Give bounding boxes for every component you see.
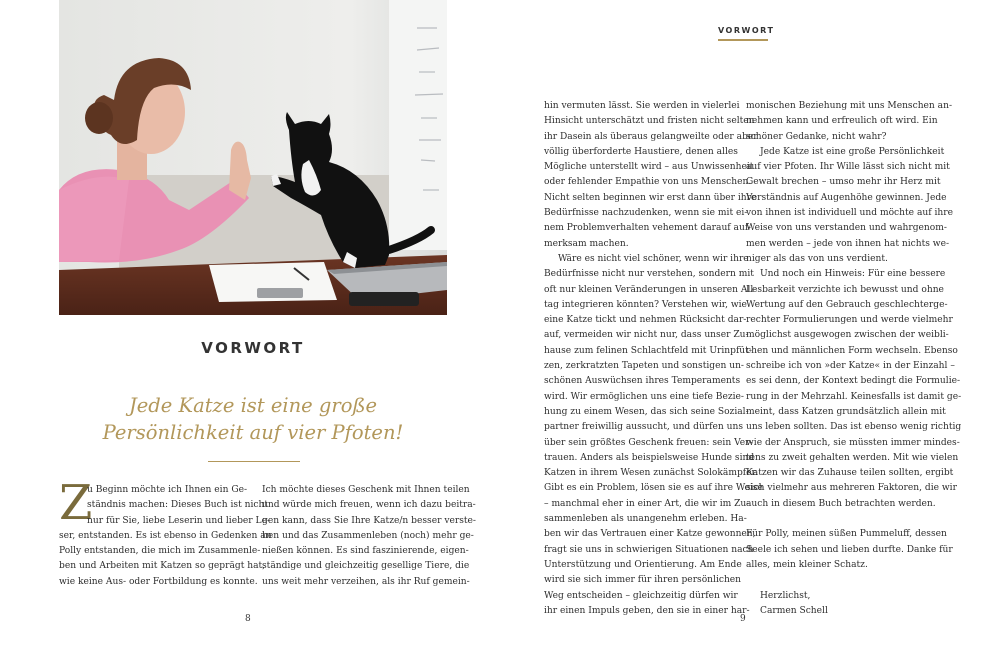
dedication-line: Seele ich sehen und lieben durfte. Danke für <box>746 544 953 555</box>
text-line: Mögliche unterstellt wird – aus Unwissenheit <box>544 162 754 173</box>
text-line: Nicht selten beginnen wir erst dann über ihre <box>544 192 757 203</box>
text-line: merksam machen. <box>544 238 629 249</box>
right-column-1 <box>544 99 763 619</box>
right-column-2 <box>746 99 962 619</box>
text-line: schreibe ich von »der Katze« in der Einzahl – <box>746 361 955 372</box>
spacer <box>746 573 936 588</box>
drop-cap: Z <box>59 475 93 531</box>
text-line: wie keine Aus- oder Fortbildung es konnte. <box>59 576 258 587</box>
text-line: tag integrieren könnten? Verstehen wir, wie <box>544 299 747 310</box>
text-line: tens zu zweit gehalten werden. Mit wie vielen <box>746 452 959 463</box>
text-line: Weg entscheiden – gleichzeitig dürfen wir <box>544 590 738 601</box>
text-line: monischen Beziehung mit uns Menschen an- <box>746 101 953 111</box>
text-line: sich vielmehr aus mehreren Faktoren, die wir <box>746 483 957 494</box>
text-line: von ihnen ist individuell und möchte auf ihre <box>746 208 953 219</box>
text-line: Gibt es ein Problem, lösen sie es auf ihre Weise <box>544 483 763 494</box>
text-line: möglichst ausgewogen zwischen der weibli- <box>746 330 949 341</box>
text-line: u Beginn möchte ich Ihnen ein Ge- <box>87 485 248 495</box>
spacer <box>746 512 936 527</box>
text-line: Und noch ein Hinweis: Für eine bessere <box>760 269 946 280</box>
text-line: eine Katze tickt und nehmen Rücksicht dar- <box>544 315 747 326</box>
text-line: zen, zerkratzten Tapeten und sonstigen un- <box>544 361 744 372</box>
text-line: nur für Sie, liebe Leserin und lieber Le- <box>87 515 271 526</box>
text-line: Polly entstanden, die mich im Zusammenle- <box>59 546 261 557</box>
text-line: und würde mich freuen, wenn ich dazu beitra- <box>262 500 476 511</box>
running-head: VORWORT <box>718 26 775 35</box>
text-line: ben und Arbeiten mit Katzen so geprägt hat, <box>59 561 266 572</box>
text-line: Bedürfnisse nicht nur verstehen, sondern mit <box>544 269 754 280</box>
text-line: schöner Gedanke, nicht wahr? <box>746 131 887 142</box>
left-page <box>0 0 495 648</box>
left-column-2 <box>262 483 476 590</box>
text-line: partner freiwillig aussucht, und dürfen uns <box>544 422 744 433</box>
text-line: Wertung auf den Gebrauch geschlechterge- <box>746 299 948 310</box>
text-line: nießen können. Es sind faszinierende, eigen- <box>262 546 469 557</box>
text-line: hause zum felinen Schlachtfeld mit Urinpfüt- <box>544 345 752 356</box>
text-line: völlig überforderte Haustiere, denen alles <box>544 146 738 157</box>
text-line: Wäre es nicht viel schöner, wenn wir ihre <box>558 253 749 264</box>
text-line: wird. Wir ermöglichen uns eine tiefe Bezie- <box>544 391 745 402</box>
text-line: ständige und gleichzeitig gesellige Tiere, die <box>262 561 470 572</box>
closing: Herzlichst, <box>760 590 811 601</box>
page-number-right: 9 <box>740 614 746 624</box>
text-line: wird sie sich immer für ihren persönlichen <box>544 575 742 586</box>
text-line: Jede Katze ist eine große Persönlichkeit <box>760 146 945 157</box>
text-line: ihr Dasein als überaus gelangweilte oder aber <box>544 131 758 142</box>
pull-quote-line-2: Persönlichkeit auf vier Pfoten! <box>102 421 404 444</box>
text-line: auf vier Pfoten. Ihr Wille lässt sich nicht mit <box>746 162 950 173</box>
text-line: wie der Anspruch, sie müssten immer mindes- <box>746 437 960 448</box>
text-line: niger als das von uns verdient. <box>746 253 888 264</box>
text-line: Bedürfnisse nachzudenken, wenn sie mit ei- <box>544 208 748 219</box>
text-line: rechter Formulierungen und werde vielmehr <box>746 315 953 326</box>
text-line: auch in diesem Buch betrachten werden. <box>746 498 936 509</box>
text-line: oder fehlender Empathie von uns Menschen. <box>544 177 752 188</box>
pull-quote-line-1: Jede Katze ist eine große <box>128 394 378 417</box>
text-line: schönen Auswüchsen ihres Temperaments <box>544 376 741 387</box>
text-line: nehmen kann und erfreulich oft wird. Ein <box>746 116 938 127</box>
text-line: Unterstützung und Orientierung. Am Ende <box>544 559 742 570</box>
text-line: hen und das Zusammenleben (noch) mehr ge- <box>262 530 474 541</box>
text-line: uns weit mehr verzeihen, als ihr Ruf gemein- <box>262 576 470 587</box>
text-line: Katzen in ihrem Wesen zunächst Solokämpfer. <box>544 468 758 479</box>
text-line: men werden – jede von ihnen hat nichts we- <box>746 238 950 249</box>
text-line: Ich möchte dieses Geschenk mit Ihnen teilen <box>262 485 470 495</box>
text-line: sammenleben als unangenehm erleben. Ha- <box>544 514 747 525</box>
text-line: ständnis machen: Dieses Buch ist nicht <box>87 500 268 511</box>
left-column-1 <box>59 483 272 590</box>
text-line: Lesbarkeit verzichte ich bewusst und ohne <box>746 284 944 295</box>
text-line: ser, entstanden. Es ist ebenso in Gedenken an <box>59 530 272 541</box>
text-line: über sein größtes Geschenk freuen: sein Ver- <box>544 437 753 448</box>
text-line: Gewalt brechen – umso mehr ihr Herz mit <box>746 177 941 188</box>
text-line: trauen. Anders als beispielsweise Hunde sind <box>544 452 755 463</box>
text-line: ihr einen Impuls geben, den sie in einer har- <box>544 605 750 616</box>
text-line: chen und männlichen Form wechseln. Ebenso <box>746 345 958 356</box>
page-number-left: 8 <box>245 614 251 624</box>
text-line: meint, dass Katzen grundsätzlich allein mit <box>746 406 946 417</box>
text-line: gen kann, dass Sie Ihre Katze/n besser verste- <box>262 515 476 526</box>
text-line: Katzen wir das Zuhause teilen sollten, ergibt <box>746 468 954 479</box>
signature: Carmen Schell <box>760 605 828 616</box>
text-line: nem Problemverhalten vehement darauf auf- <box>544 223 751 234</box>
text-line: fragt sie uns in schwierigen Situationen nach <box>544 544 754 555</box>
text-line: uns leben sollten. Das ist ebenso wenig richtig <box>746 422 962 433</box>
text-line: rung in der Mehrzahl. Keinesfalls ist damit ge- <box>746 391 962 402</box>
running-head-rule <box>718 39 768 41</box>
pull-quote <box>59 392 447 446</box>
text-line: ben wir das Vertrauen einer Katze gewonnen, <box>544 529 756 540</box>
text-line: Hinsicht unterschätzt und fristen nicht selten <box>544 116 755 127</box>
text-line: Verständnis auf Augenhöhe gewinnen. Jede <box>746 192 947 203</box>
chapter-heading: VORWORT <box>201 339 305 357</box>
dedication-line: Für Polly, meinen süßen Pummeluff, dessen <box>746 529 947 540</box>
text-line: hin vermuten lässt. Sie werden in vielerlei <box>544 101 740 111</box>
quote-divider <box>208 461 300 462</box>
dedication-line: alles, mein kleiner Schatz. <box>746 559 868 570</box>
woman-high-five-cat-photo <box>59 0 447 315</box>
text-line: – manchmal eher in einer Art, die wir im Zu- <box>544 498 750 509</box>
text-line: oft nur kleinen Veränderungen in unseren All- <box>544 284 757 295</box>
text-line: hung zu einem Wesen, das sich seine Sozial- <box>544 406 749 417</box>
text-line: Weise von uns verstanden und wahrgenom- <box>746 223 947 234</box>
text-line: auf, vermeiden wir nicht nur, dass unser Zu- <box>544 330 749 341</box>
text-line: es sei denn, der Kontext bedingt die Formulie- <box>746 376 961 387</box>
